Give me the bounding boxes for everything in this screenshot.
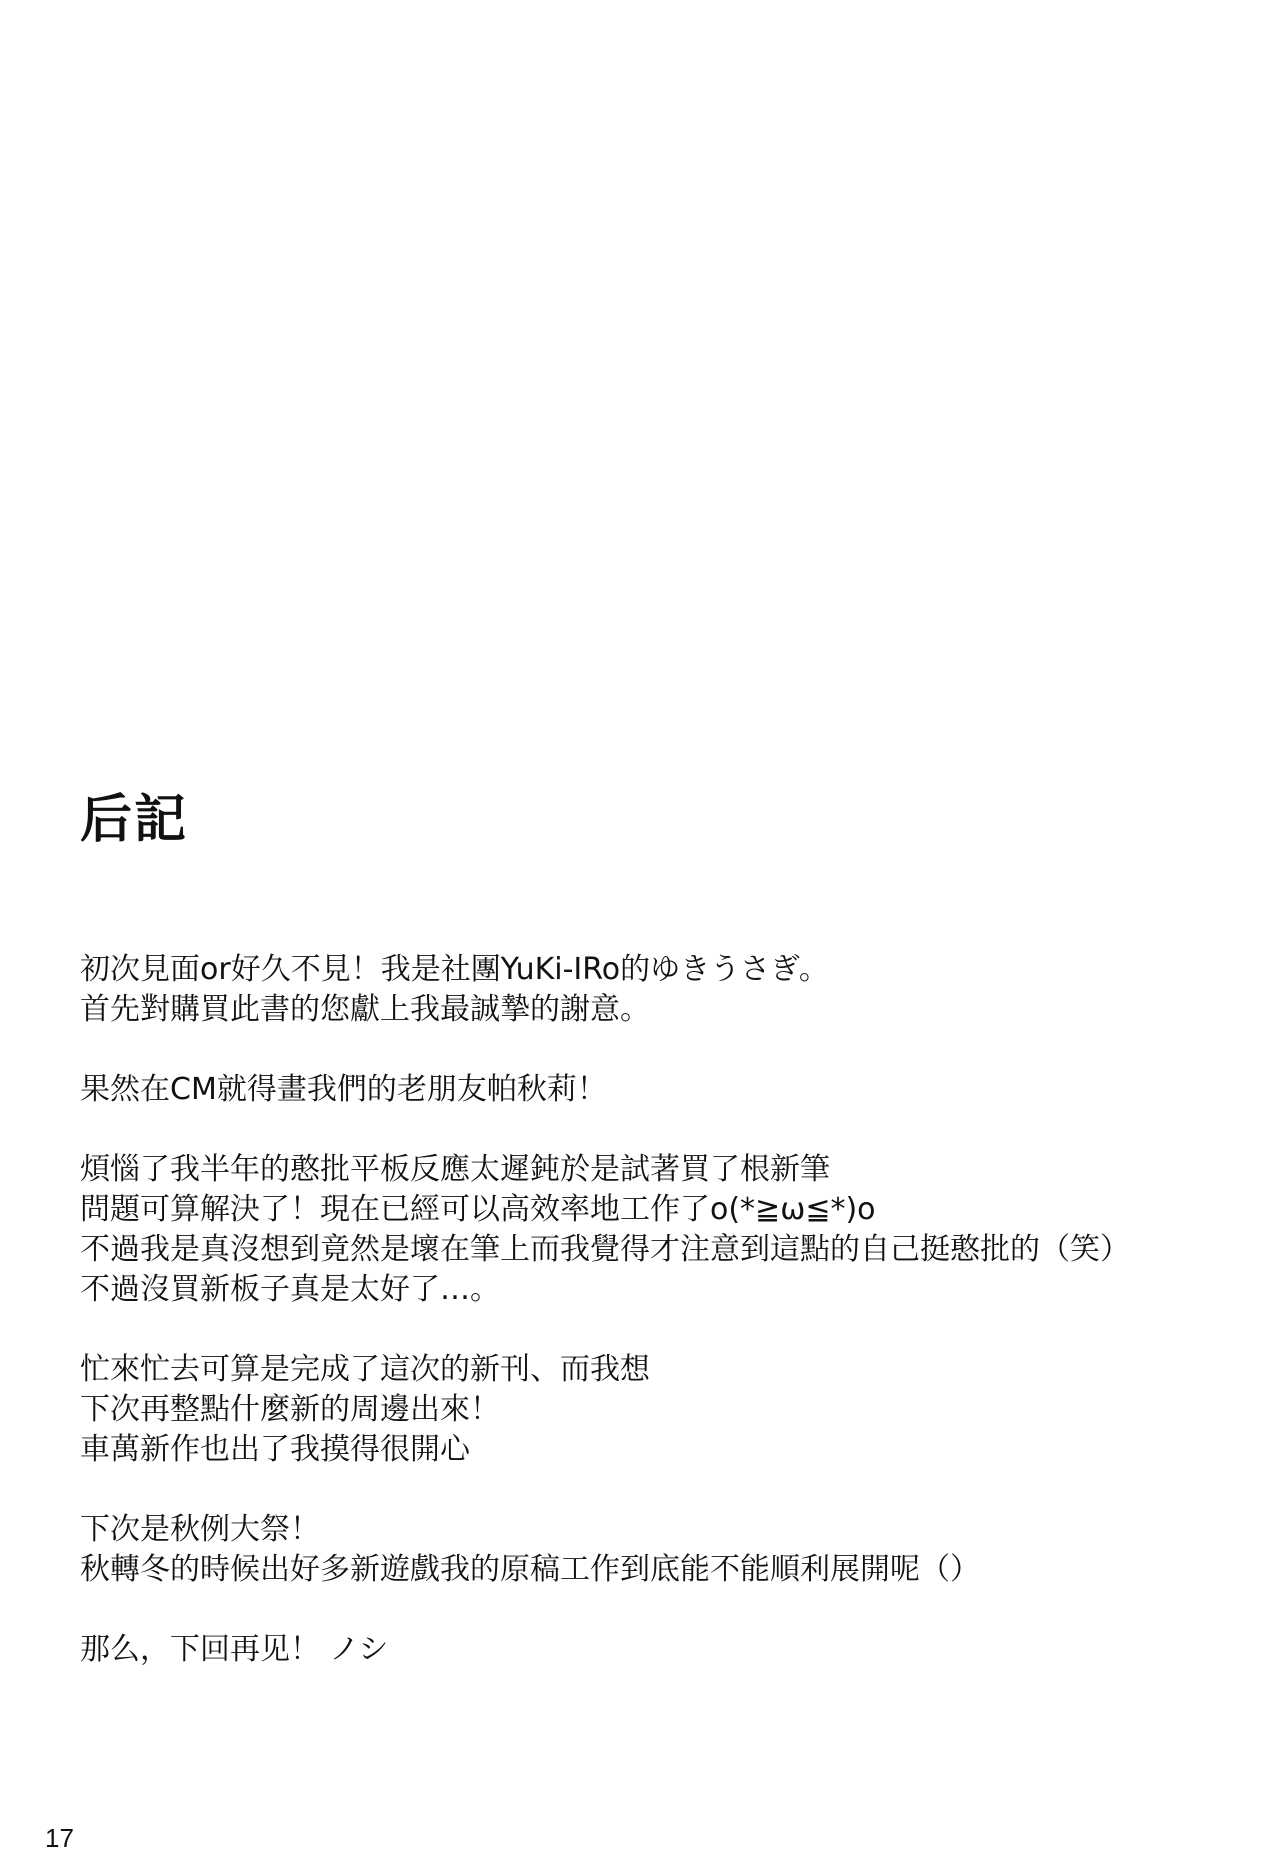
text-line: 忙來忙去可算是完成了這次的新刊、而我想 xyxy=(80,1352,650,1387)
paragraph-next-event xyxy=(80,1510,1220,1590)
paragraph-new-book xyxy=(80,1350,1220,1470)
text-line: 初次見面or好久不見！我是社團YuKi-IRo的ゆきうさぎ。 xyxy=(80,952,829,987)
text-line: 下次再整點什麼新的周邊出來！ xyxy=(80,1392,500,1427)
page-title: 后記 xyxy=(80,790,189,850)
text-line: 那么，下回再见！ ノシ xyxy=(80,1632,389,1667)
text-line: 下次是秋例大祭！ xyxy=(80,1512,320,1547)
text-line: 煩惱了我半年的憨批平板反應太遲鈍於是試著買了根新筆 xyxy=(80,1152,830,1187)
page-number: 17 xyxy=(45,1823,74,1853)
text-line: 問題可算解決了！現在已經可以高效率地工作了o(*≧ω≦*)o xyxy=(80,1192,876,1227)
paragraph-cm xyxy=(80,1070,1220,1110)
text-line: 首先對購買此書的您獻上我最誠摯的謝意。 xyxy=(80,992,650,1027)
text-line: 不過我是真沒想到竟然是壞在筆上而我覺得才注意到這點的自己挺憨批的（笑） xyxy=(80,1232,1130,1267)
text-line: 秋轉冬的時候出好多新遊戲我的原稿工作到底能不能順利展開呢（） xyxy=(80,1552,980,1587)
paragraph-farewell xyxy=(80,1630,1220,1670)
text-line: 果然在CM就得畫我們的老朋友帕秋莉！ xyxy=(80,1072,607,1107)
paragraph-tablet xyxy=(80,1150,1220,1310)
afterword-body xyxy=(80,950,1220,1670)
text-line: 不過沒買新板子真是太好了…。 xyxy=(80,1272,500,1307)
paragraph-greeting xyxy=(80,950,1220,1030)
text-line: 車萬新作也出了我摸得很開心 xyxy=(80,1432,470,1467)
